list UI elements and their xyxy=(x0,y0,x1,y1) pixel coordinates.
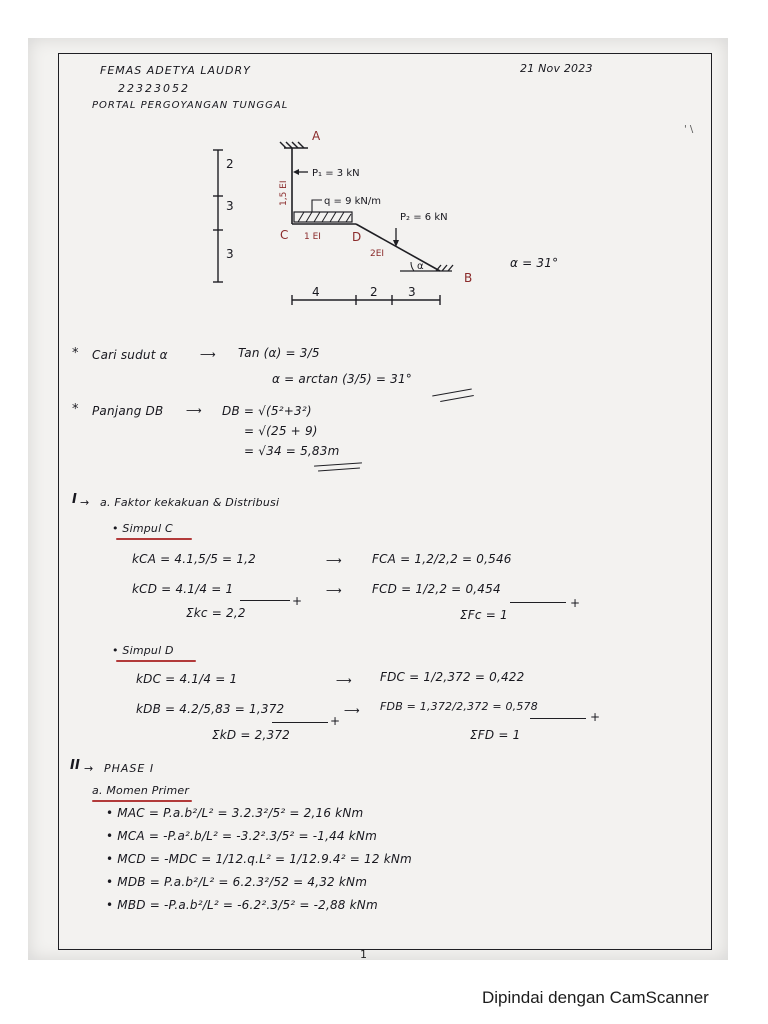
angle-bullet: * xyxy=(72,346,79,361)
db-step-3: = √34 = 5,83m xyxy=(244,444,340,458)
fixed-support-a xyxy=(280,142,308,148)
factors-heading: a. Faktor kekakuan & Distribusi xyxy=(100,496,280,509)
ei-db-label: 2EI xyxy=(370,249,385,259)
ei-ac-label: 1,5 EI xyxy=(279,180,289,206)
q-label: q = 9 kN/m xyxy=(324,196,382,207)
sum-kd: ΣkD = 2,372 xyxy=(212,728,291,742)
alpha-symbol: α xyxy=(417,261,424,272)
node-d-label: D xyxy=(352,230,362,244)
node-c-title: • Simpul C xyxy=(112,522,173,535)
dim-4-horizontal: 4 xyxy=(312,285,320,299)
sum-line xyxy=(530,718,586,719)
moment-line: • MCD = -MDC = 1/12.q.L² = 1/12.9.4² = 12 kNm xyxy=(106,852,412,866)
camscanner-footer: Dipindai dengan CamScanner xyxy=(482,988,709,1007)
kdb-line: kDB = 4.2/5,83 = 1,372 xyxy=(136,702,285,716)
fcd-line: FCD = 1/2,2 = 0,454 xyxy=(372,582,501,596)
plus-sign: + xyxy=(570,596,581,610)
plus-sign: + xyxy=(590,710,601,724)
arrow-icon: ⟶ xyxy=(200,348,216,361)
arrow-icon: ⟶ xyxy=(336,674,352,687)
kdc-line: kDC = 4.1/4 = 1 xyxy=(136,672,238,686)
length-bullet: * xyxy=(72,402,79,417)
node-c-underline xyxy=(116,538,192,540)
moment-line: • MAC = P.a.b²/L² = 3.2.3²/5² = 2,16 kNm xyxy=(106,806,364,820)
plus-sign: + xyxy=(292,594,303,608)
student-id: 22323052 xyxy=(118,82,190,95)
dim-2-horizontal: 2 xyxy=(370,285,378,299)
left-dimension-line xyxy=(213,150,223,282)
portal-frame-diagram xyxy=(200,120,500,320)
member-db xyxy=(356,224,440,271)
sum-line xyxy=(240,600,290,601)
node-b-label: B xyxy=(464,271,473,285)
arrow-icon: → xyxy=(84,762,94,775)
kcd-line: kCD = 4.1/4 = 1 xyxy=(132,582,234,596)
p1-label: P₁ = 3 kN xyxy=(312,168,360,179)
node-c-label: C xyxy=(280,228,289,242)
moment-line: • MBD = -P.a.b²/L² = -6.2².3/5² = -2,88 kNm xyxy=(106,898,378,912)
ei-cd-label: 1 EI xyxy=(304,232,321,242)
arrow-icon: ⟶ xyxy=(344,704,360,717)
student-name: FEMAS ADETYA LAUDRY xyxy=(100,64,251,77)
q-pointer xyxy=(312,200,322,212)
sum-fd: ΣFD = 1 xyxy=(470,728,521,742)
margin-mark: ' \ xyxy=(684,124,694,135)
momen-primer-underline xyxy=(92,800,192,802)
sum-fc: ΣFc = 1 xyxy=(460,608,508,622)
phase-heading: PHASE I xyxy=(104,762,155,775)
dim-2-vertical: 2 xyxy=(226,157,234,171)
sum-kc: Σkc = 2,2 xyxy=(186,606,246,620)
arrow-icon: ⟶ xyxy=(326,554,342,567)
tan-alpha-line: Tan (α) = 3/5 xyxy=(238,346,320,360)
dim-3-horizontal: 3 xyxy=(408,285,416,299)
q-hatch xyxy=(298,212,351,222)
node-d-title: • Simpul D xyxy=(112,644,174,657)
moment-line: • MDB = P.a.b²/L² = 6.2.3²/52 = 4,32 kNm xyxy=(106,875,368,889)
section-ii-marker: II xyxy=(70,758,81,773)
fca-line: FCA = 1,2/2,2 = 0,546 xyxy=(372,552,512,566)
page-number: 1 xyxy=(360,948,367,961)
fdb-line: FDB = 1,372/2,372 = 0,578 xyxy=(380,700,538,713)
node-d-underline xyxy=(116,660,196,662)
arrow-icon: ⟶ xyxy=(326,584,342,597)
date: 21 Nov 2023 xyxy=(520,62,593,75)
arrow-icon: ⟶ xyxy=(186,404,202,417)
moment-line: • MCA = -P.a².b/L² = -3.2².3/5² = -1,44 kNm xyxy=(106,829,377,843)
dim-3-vertical-a: 3 xyxy=(226,199,234,213)
arrow-icon: → xyxy=(80,496,90,509)
node-a-label: A xyxy=(312,129,321,143)
length-heading: Panjang DB xyxy=(92,404,164,418)
topic-title: PORTAL PERGOYANGAN TUNGGAL xyxy=(92,100,289,111)
sum-line xyxy=(510,602,566,603)
p1-arrowhead xyxy=(293,169,299,175)
db-step-2: = √(25 + 9) xyxy=(244,424,318,438)
sum-line xyxy=(272,722,328,723)
alpha-value: α = 31° xyxy=(510,256,559,270)
plus-sign: + xyxy=(330,714,341,728)
alpha-arc xyxy=(411,262,414,271)
p2-label: P₂ = 6 kN xyxy=(400,212,448,223)
fdc-line: FDC = 1/2,372 = 0,422 xyxy=(380,670,525,684)
section-i-marker: I xyxy=(72,492,78,507)
dim-3-vertical-b: 3 xyxy=(226,247,234,261)
fixed-support-b xyxy=(400,265,453,271)
arctan-line: α = arctan (3/5) = 31° xyxy=(272,372,412,386)
db-formula: DB = √(5²+3²) xyxy=(222,404,312,418)
kca-line: kCA = 4.1,5/5 = 1,2 xyxy=(132,552,256,566)
angle-heading: Cari sudut α xyxy=(92,348,168,362)
momen-primer-heading: a. Momen Primer xyxy=(92,784,190,797)
